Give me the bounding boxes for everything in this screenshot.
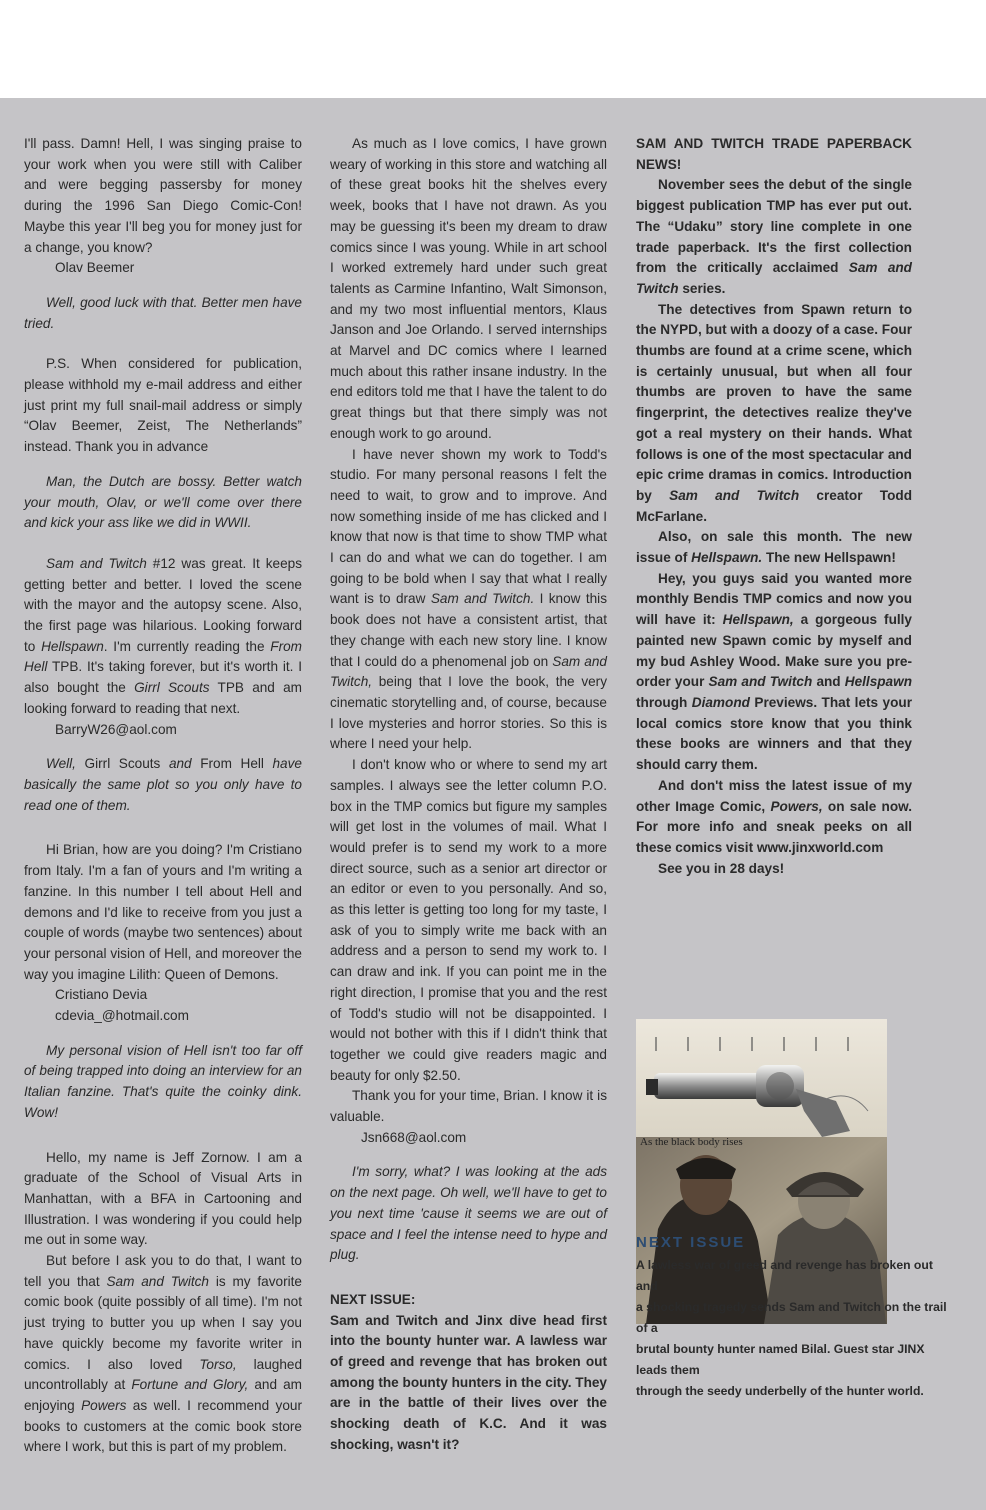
next-issue-text: Sam and Twitch and Jinx dive head first into the bounty hunter war. A lawless war of greed and revenge that has broken out among the bounty hunters in the city. They are in the battle of their lives over the shocking death of K.C. And it was shocking, wasn't it? bbox=[330, 1312, 607, 1452]
next-issue-heading: NEXT ISSUE: bbox=[330, 1291, 416, 1307]
next-issue-title: NEXT ISSUE bbox=[636, 1234, 746, 1251]
next-issue-line: through the seedy underbelly of the hunter world. bbox=[636, 1384, 924, 1398]
news-text: November sees the debut of the single biggest publication TMP has ever put out. The “Udaku” story line complete in one trade paperback. It's the first collection from the critically acclaimed Sam and Twitch series. bbox=[636, 177, 912, 296]
next-issue-line: A lawless war of greed and revenge has broken out and bbox=[636, 1258, 933, 1293]
news-heading: SAM AND TWITCH TRADE PAPERBACK NEWS! bbox=[636, 136, 912, 172]
news-text: Also, on sale this month. The new issue of Hellspawn. The new Hellspawn! bbox=[636, 529, 912, 566]
editor-response: My personal vision of Hell isn't too far off of being trapped into doing an interview for an Italian fanzine. That's quite the coinky dink. Wow! bbox=[24, 1042, 302, 1120]
letter-signature: BarryW26@aol.com bbox=[55, 721, 177, 737]
letter-text: As much as I love comics, I have grown weary of working in this store and watching all of these great books hit the shelves every week, books that I have not drawn. As you may be guessing it's been my dream to draw comics since I was young. While in art school I worked extremely hard under such great talents as Carmine Infantino, Walt Simonson, and my two most influential mentors, Klaus Janson and Joe Orlando. I served internships at Marvel and DC comics where I learned much about this rather insane industry. In the end editors told me that I have the talent to do great things but that there simply was not enough work to go around. bbox=[330, 136, 607, 441]
next-issue-line: brutal bounty hunter named Bilal. Guest star JINX leads them bbox=[636, 1342, 925, 1377]
letter-text: But before I ask you to do that, I want to tell you that Sam and Twitch is my favorite comic book (quite possibly of all time). I'm not just trying to butter you up when I say you have quickly become my favorite writer in comics. I also loved Torso, laughed uncontrollably at Fortune and Glory, and am enjoying Powers as well. I recommend your books to customers at the comic book store where I work, but this is part of my problem. bbox=[24, 1253, 302, 1455]
next-issue-blurb bbox=[636, 1255, 956, 1402]
editor-response: Man, the Dutch are bossy. Better watch your mouth, Olav, or we'll come over there and kick your ass like we did in WWII. bbox=[24, 473, 302, 531]
next-issue-line: a shocking tragedy sends Sam and Twitch on the trail of a bbox=[636, 1300, 947, 1335]
news-text: Hey, you guys said you wanted more monthly Bendis TMP comics and now you will have it: Hellspawn, a gorgeous fully painted new Spawn comic by myself and my bud Ashley Wood. Make sure you pre-order your Sam and Twitch and Hellspawn through Diamond Previews. That lets your local comics store know that you think these books are winners and that they should carry them. bbox=[636, 570, 912, 773]
editor-response: I'm sorry, what? I was looking at the ads on the next page. Oh well, we'll have to get to you next time 'cause it seems we are out of space and I feel the intense need to hype and plug. bbox=[330, 1164, 607, 1263]
editor-response: Well, good luck with that. Better men have tried. bbox=[24, 294, 302, 331]
letter-text: P.S. When considered for publication, please withhold my e-mail address and either just print my full snail-mail address or simply “Olav Beemer, Zeist, The Netherlands” instead. Thank you in advance bbox=[24, 356, 302, 455]
letter-signature: Olav Beemer bbox=[55, 260, 135, 276]
letter-text: Hello, my name is Jeff Zornow. I am a graduate of the School of Visual Arts in Manhattan, with a BFA in Cartooning and Illustration. I was wondering if you could help me out in some way. bbox=[24, 1149, 302, 1248]
news-text: And don't miss the latest issue of my other Image Comic, Powers, on sale now. For more info and sneak peeks on all these comics visit www.jinxworld.com bbox=[636, 777, 912, 855]
letter-text: I have never shown my work to Todd's studio. For many personal reasons I felt the need to wait, to grow and to improve. And now something inside of me has clicked and I know that now is that time to show TMP what I can do and what we can do together. I am going to be bold when I say that what I really want is to draw Sam and Twitch. I know this book does not have a consistent artist, that they change with each new story line. I know that I could do a phenomenal job on Sam and Twitch, being that I love the book, the very cinematic storytelling and, of course, because I love mysteries and horror stories. So this is where I need your help. bbox=[330, 446, 608, 752]
news-column bbox=[636, 134, 912, 879]
news-text: The detectives from Spawn return to the NYPD, but with a doozy of a case. Four thumbs are found at a crime scene, which is certainly unusual, but when all four thumbs are proven to have the same fingerprint, the detectives realize they've got a real mystery on their hands. What follows is one of the most spectacular and epic crime dramas in comics. Introduction by Sam and Twitch creator Todd McFarlane. bbox=[636, 301, 912, 524]
letter-text: Hi Brian, how are you doing? I'm Cristiano from Italy. I'm a fan of yours and I'm writing a fanzine. In this number I tell about Hell and demons and I'd like to receive from you just a couple of words (maybe two sentences) about your personal vision of Hell, and moreover the way you imagine Lilith: Queen of Demons. bbox=[24, 842, 302, 982]
letter-signature: Cristiano Devia bbox=[55, 987, 148, 1003]
letter-text: I'll pass. Damn! Hell, I was singing praise to your work when you were still with Caliber and were begging passersby for money during the 1996 San Diego Comic-Con! Maybe this year I'll beg you for money just for a change, you know? bbox=[24, 136, 302, 255]
cover-caption: As the black body rises bbox=[640, 1136, 743, 1148]
letter-email: Jsn668@aol.com bbox=[361, 1129, 467, 1145]
news-signoff: See you in 28 days! bbox=[658, 860, 785, 876]
letter-email: cdevia_@hotmail.com bbox=[55, 1008, 189, 1024]
letter-text: Sam and Twitch #12 was great. It keeps getting better and better. I loved the scene with the mayor and the autopsy scene. Also, the first page was hilarious. Looking forward to Hellspawn. I'm currently reading the From Hell TPB. It's taking forever, but it's worth it. I also bought the Girrl Scouts TPB and am looking forward to reading that next. bbox=[24, 555, 303, 716]
editor-response: Well, Girrl Scouts and From Hell have basically the same plot so you only have to read one of them. bbox=[24, 756, 302, 813]
letters-column-2 bbox=[330, 134, 607, 1456]
letter-text: Thank you for your time, Brian. I know it is valuable. bbox=[330, 1088, 607, 1125]
letter-text: I don't know who or where to send my art samples. I always see the letter column P.O. box in the TMP comics but figure my samples will get lost in the volumes of mail. What I would prefer is to send my work to a more direct source, such as a senior art director or an editor or even to you personally. And so, as this letter is getting too long for my taste, I ask of you to simply write me back with an address and a person to send my work to. I can draw and ink. If you can point me in the right direction, I promise that you and the rest of Todd's studio will not be disappointed. I would not bother with this if I didn't think that together we could give readers magic and beauty for only $2.50. bbox=[330, 757, 607, 1083]
letters-column-1 bbox=[24, 134, 302, 1458]
